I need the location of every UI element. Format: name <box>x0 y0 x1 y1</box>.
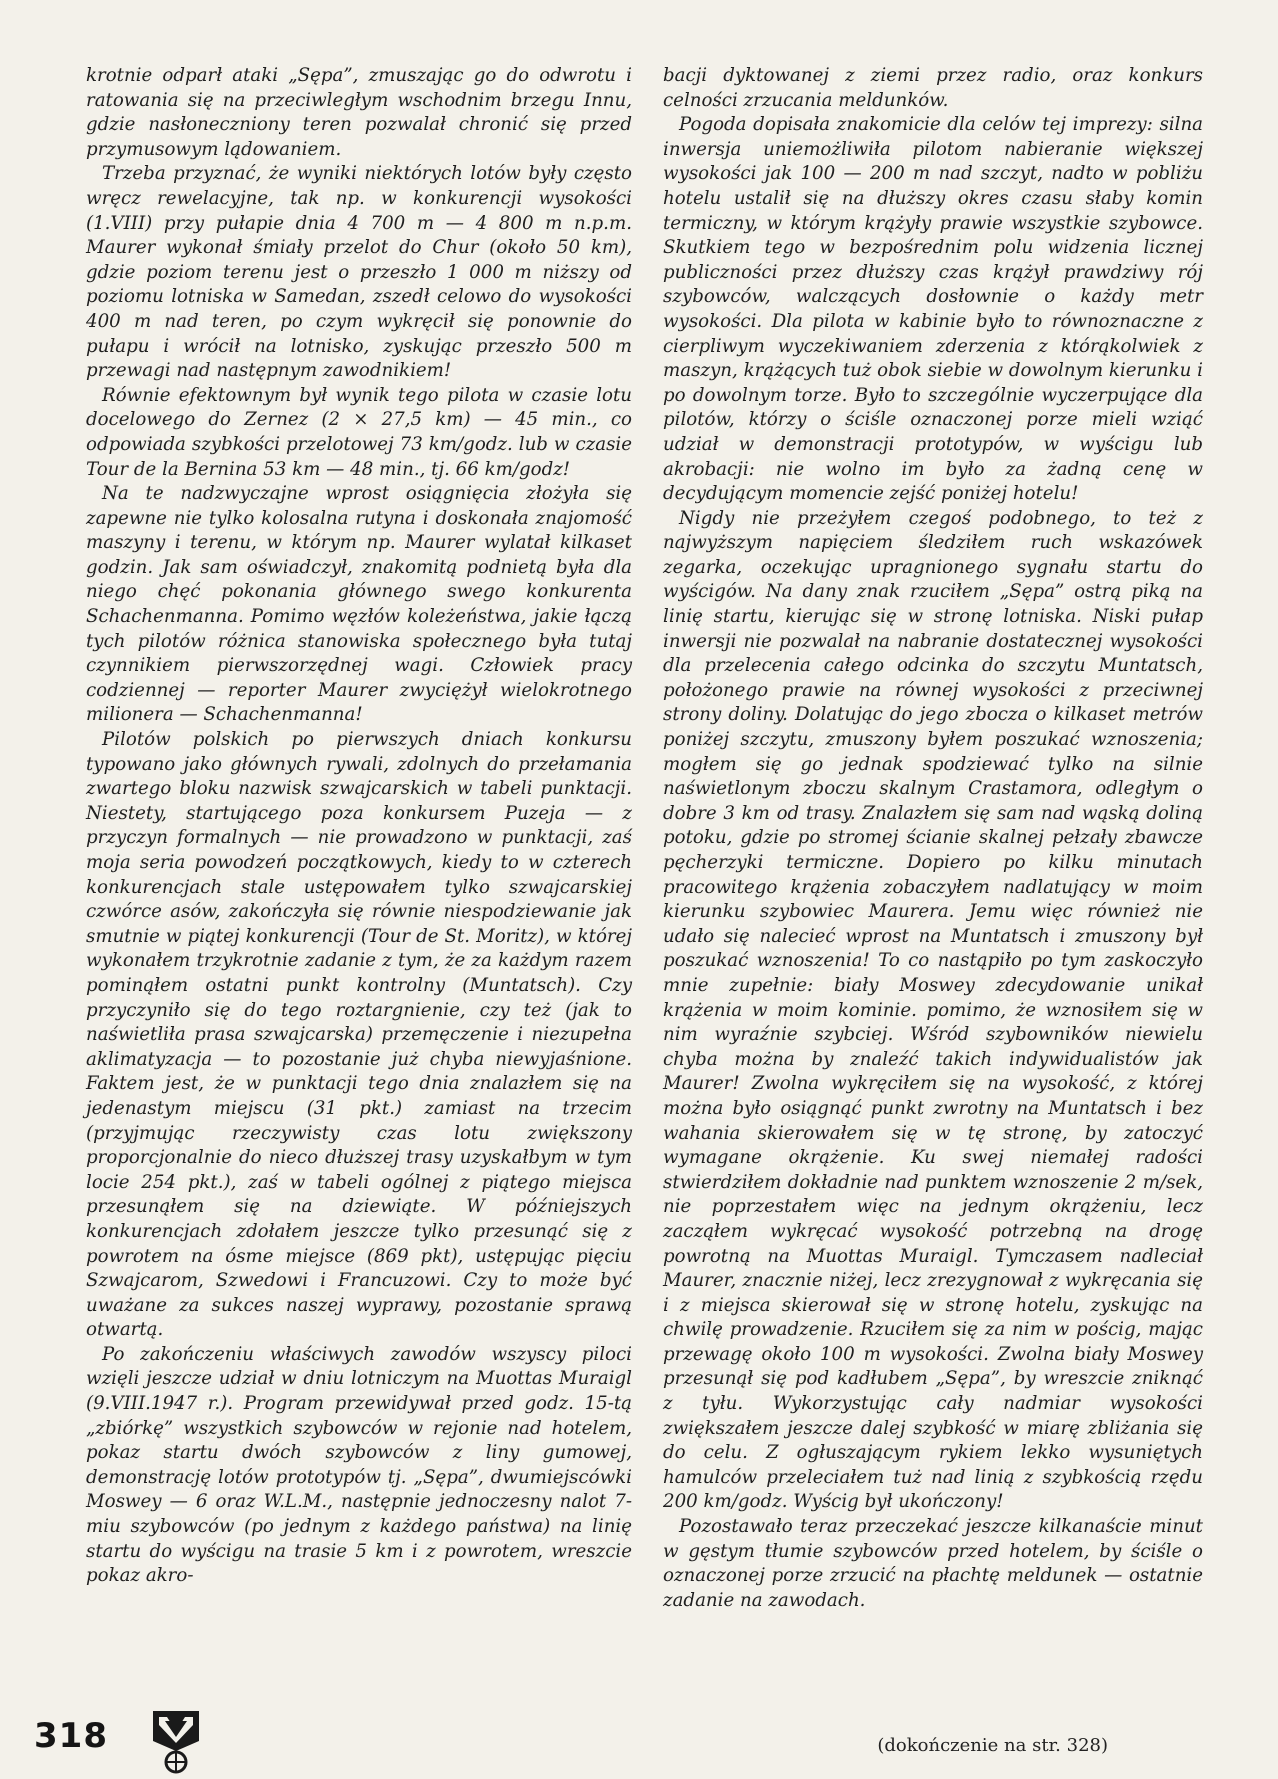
left-paragraph-1: krotnie odparł ataki „Sępa”, zmuszając go do odwrotu i ratowania się na przeciwległym wschodnim brzegu Innu, gdzie nasłoneczniony teren pozwalał chronić się przed przymusowym lądowaniem. <box>86 65 632 160</box>
left-paragraph-5: Pilotów polskich po pierwszych dniach konkursu typowano jako głównych rywali, zdolnych do przełamania zwartego bloku nazwisk szwajcarskich w tabeli punktacji. Niestety, startującego poza konkursem Puzeja — z przyczyn formalnych — nie prowadzono w punktacji, zaś moja seria powodzeń początkowych, kiedy to w czterech konkurencjach stale ustępowałem tylko szwajcarskiej czwórce asów, zakończyła się równie niespodziewanie jak smutnie w piątej konkurencji (Tour de St. Moritz), w której wykonałem trzykrotnie zadanie z tym, że za każdym razem pominąłem ostatni punkt kontrolny (Muntatsch). Czy przyczyniło się do tego roztargnienie, czy też (jak to naświetliła prasa szwajcarska) przemęczenie i niezupełna aklimatyzacja — to pozostanie już chyba niewyjaśnione. Faktem jest, że w punktacji tego dnia znalazłem się na jedenastym miejscu (31 pkt.) zamiast na trzecim (przyjmując rzeczywisty czas lotu zwiększony proporcjonalnie do nieco dłuższej trasy uzyskałbym w tym locie 254 pkt.), zaś w tabeli ogólnej z piątego miejsca przesunąłem się na dziewiąte. W późniejszych konkurencjach zdołałem jeszcze tylko przesunąć się z powrotem na ósme miejsce (869 pkt), ustępując pięciu Szwajcarom, Szwedowi i Francuzowi. Czy to może być uważane za sukces naszej wyprawy, pozostanie sprawą otwartą. <box>86 729 632 1341</box>
right-paragraph-3: Nigdy nie przeżyłem czegoś podobnego, to też z najwyższym napięciem śledziłem ruch wskazówek zegarka, oczekując upragnionego sygnału startu do wyścigów. Na dany znak rzuciłem „Sępa” ostrą piką na linię startu, kierując się w stronę lotniska. Niski pułap inwersji nie pozwalał na nabranie dostatecznej wysokości dla przelecenia całego odcinka do szczytu Muntatsch, położonego prawie na równej wysokości z przeciwnej strony doliny. Dolatując do jego zbocza o kilkaset metrów poniżej szczytu, zmuszony byłem poszukać wznoszenia; mogłem się go jednak spodziewać tylko na silnie naświetlonym zboczu skalnym Crastamora, odległym o dobre 3 km od trasy. Znalazłem się sam nad wąską doliną potoku, gdzie po stromej ścianie skalnej pełzały zbawcze pęcherzyki termiczne. Dopiero po kilku minutach pracowitego krążenia zobaczyłem nadlatujący w moim kierunku szybowiec Maurera. Jemu więc również nie udało się nalecieć wprost na Muntatsch i zmuszony był poszukać wznoszenia! To co nastąpiło po tym zaskoczyło mnie zupełnie: biały Moswey zdecydowanie unikał krążenia w moim kominie. pomimo, że wznosiłem się w nim wyraźnie szybciej. Wśród szybowników niewielu chyba można by znaleźć takich indywidualistów jak Maurer! Zwolna wykręciłem się na wysokość, z której można było osiągnąć punkt zwrotny na Muntatsch i bez wahania skierowałem się w tę stronę, by zatoczyć wymagane okrążenie. Ku swej niemałej radości stwierdziłem dokładnie nad punktem wznoszenie 2 m/sek, nie poprzestałem więc na jednym okrążeniu, lecz zacząłem wykręcać wysokość potrzebną na drogę powrotną na Muottas Muraigl. Tymczasem nadleciał Maurer, znacznie niżej, lecz zrezygnował z wykręcania się i z miejsca skierował się w stronę hotelu, zyskując na chwilę prowadzenie. Rzuciłem się za nim w pościg, mając przewagę około 100 m wysokości. Zwolna biały Moswey przesunął się pod kadłubem „Sępa”, by wreszcie zniknąć z tyłu. Wykorzystując cały nadmiar wysokości zwiększałem jeszcze dalej szybkość w miarę zbliżania się do celu. Z ogłuszającym rykiem lekko wysuniętych hamulców przeleciałem tuż nad linią z szybkością rzędu 200 km/godz. Wyścig był ukończony! <box>663 507 1203 1513</box>
left-paragraph-4: Na te nadzwyczajne wprost osiągnięcia złożyła się zapewne nie tylko kolosalna rutyna i doskonała znajomość maszyny i terenu, w którym np. Maurer wylatał kilkaset godzin. Jak sam oświadczył, znakomitą podnietą była dla niego chęć pokonania głównego swego konkurenta Schachenmanna. Pomimo węzłów koleżeństwa, jakie łączą tych pilotów różnica stanowiska społecznego była tutaj czynnikiem pierwszorzędnej wagi. Człowiek pracy codziennej — reporter Maurer zwyciężył wielokrotnego milionera — Schachenmanna! <box>86 483 632 726</box>
page-number: 318 <box>34 1716 108 1756</box>
left-paragraph-2: Trzeba przyznać, że wyniki niektórych lotów były często wręcz rewelacyjne, tak np. w konkurencji wysokości (1.VIII) przy pułapie dnia 4 700 m — 4 800 m n.p.m. Maurer wykonał śmiały przelot do Chur (około 50 km), gdzie poziom terenu jest o przeszło 1 000 m niższy od poziomu lotniska w Samedan, zszedł celowo do wysokości 400 m nad teren, po czym wykręcił się ponownie do pułapu i wrócił na lotnisko, zyskując przeszło 500 m przewagi nad następnym zawodnikiem! <box>86 163 632 382</box>
right-paragraph-4: Pozostawało teraz przeczekać jeszcze kilkanaście minut w gęstym tłumie szybowców przed hotelem, by ściśle o oznaczonej porze zrzucić na płachtę meldunek — ostatnie zadanie na zawodach. <box>663 1516 1203 1611</box>
left-paragraph-3: Równie efektownym był wynik tego pilota w czasie lotu docelowego do Zernez (2 × 27,5 km) — 45 min., co odpowiada szybkości przelotowej 73 km/godz. lub w czasie Tour de la Bernina 53 km — 48 min., tj. 66 km/godz! <box>86 384 632 480</box>
left-paragraph-6: Po zakończeniu właściwych zawodów wszyscy piloci wzięli jeszcze udział w dniu lotniczym na Muottas Muraigl (9.VIII.1947 r.). Program przewidywał przed godz. 15-tą „zbiórkę” wszystkich szybowców w rejonie nad hotelem, pokaz startu dwóch szybowców z liny gumowej, demonstrację lotów prototypów tj. „Sępa”, dwumiejscówki Moswey — 6 oraz W.L.M., następnie jednoczesny nalot 7-miu szybowców (po jednym z każdego państwa) na linię startu do wyścigu na trasie 5 km i z powrotem, wreszcie pokaz akro- <box>86 1343 632 1587</box>
magazine-emblem-icon <box>149 1705 203 1775</box>
left-text-column <box>86 64 632 1589</box>
continuation-note: (dokończenie na str. 328) <box>877 1735 1108 1756</box>
right-paragraph-1: bacji dyktowanej z ziemi przez radio, oraz konkurs celności zrzucania meldunków. <box>663 65 1203 111</box>
right-paragraph-2: Pogoda dopisała znakomicie dla celów tej imprezy: silna inwersja uniemożliwiła pilotom nabieranie większej wysokości jak 100 — 200 m nad szczyt, nadto w pobliżu hotelu ustalił się na dłuższy okres czasu słaby komin termiczny, w którym krążyły prawie wszystkie szybowce. Skutkiem tego w bezpośrednim polu widzenia licznej publiczności przez dłuższy czas krążył prawdziwy rój szybowców, walczących dosłownie o każdy metr wysokości. Dla pilota w kabinie było to równoznaczne z cierpliwym wyczekiwaniem zderzenia z którąkolwiek z maszyn, krążących tuż obok siebie w dowolnym kierunku i po dowolnym torze. Było to szczególnie wyczerpujące dla pilotów, którzy o ściśle oznaczonej porze mieli wziąć udział w demonstracji prototypów, w wyścigu lub akrobacji: nie wolno im było za żadną cenę w decydującym momencie zejść poniżej hotelu! <box>663 114 1203 505</box>
right-text-column <box>663 64 1203 1613</box>
